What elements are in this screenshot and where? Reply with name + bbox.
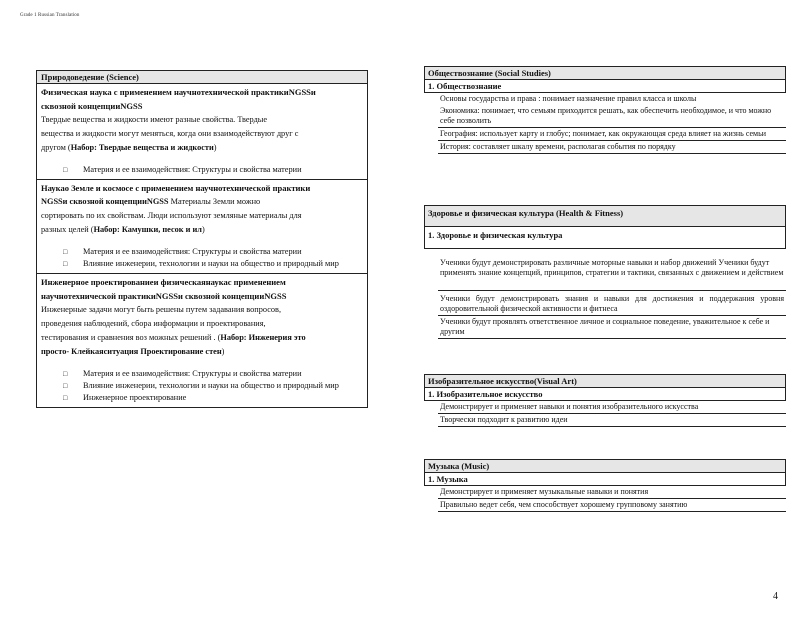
science-section-engineering — [37, 274, 367, 407]
list-item: □ Материя и ее взаимодействия: Структуры и свойства материи — [63, 369, 363, 379]
section-text: разных целей (Набор: Камушки, песок и ил) — [41, 225, 205, 234]
table-row: Правильно ведет себя, чем способствует хорошему групповому занятию — [438, 499, 786, 512]
visual-art-subtitle: 1. Изобразительное искусство — [424, 388, 786, 401]
list-item: □ Влияние инженерии, технологии и науки на общество и природный мир — [63, 381, 363, 391]
page-header: Grade 1 Russian Translation — [20, 13, 80, 18]
table-row: География: использует карту и глобус; понимает, как окружающая среда влияет на жизнь семьи — [438, 128, 786, 141]
kit-name: просто- Клейкаяситуация Проектирование стен — [41, 347, 222, 356]
section-text: тестирования и сравнения воз можных решений . (Набор: Инженерия это — [41, 333, 306, 342]
page-number: 4 — [773, 591, 778, 602]
kit-name: Набор: Камушки, песок и ил — [93, 225, 202, 234]
music-title: Музыка (Music) — [424, 459, 786, 473]
music-subtitle: 1. Музыка — [424, 473, 786, 486]
table-row: Ученики будут проявлять ответственное личное и социальное поведение, уважительное к себе и другим — [438, 316, 786, 339]
section-heading-line: NGSSи сквозной концепцииNGSS Материалы Земли можно — [41, 197, 261, 206]
science-section-earth — [37, 180, 367, 274]
table-row: Демонстрирует и применяет навыки и понятия изобразительного искусства — [438, 401, 786, 414]
health-subtitle: 1. Здоровье и физическая культура — [424, 227, 786, 249]
list-item: □ Влияние инженерии, технологии и науки на общество и природный мир — [63, 259, 363, 269]
social-studies-subtitle: 1. Обществознание — [424, 80, 786, 93]
section-text: Твердые вещества и жидкости имеют разные свойства. Твердые — [41, 115, 268, 124]
section-heading: сквозной концепцииNGSS — [41, 101, 143, 111]
health-title: Здоровье и физическая культура (Health & Fitness) — [424, 205, 786, 227]
table-row: Ученики будут демонстрировать различные моторные навыки и набор движений Ученики будут применять знание концепций, принципов, стратегии и тактики, связанных с движением и действием — [438, 257, 786, 291]
kit-name: Набор: Инженерия это — [220, 333, 306, 342]
table-row: Основы государства и права : понимает назначение правил класса и школы — [440, 94, 697, 103]
section-heading: Инженерное проектированиеи физическаянаукас применением — [41, 277, 286, 287]
section-text: Инженерные задачи могут быть решены путем задавания вопросов, — [41, 305, 282, 314]
visual-art-title: Изобразительное искусство(Visual Art) — [424, 374, 786, 388]
section-text: проведения наблюдений, сбора информации и проектирования, — [41, 319, 266, 328]
section-heading: научнотехнической практикиNGSSи сквозной концепцииNGSS — [41, 291, 287, 301]
section-heading: Наукао Земле и космосе с применением научнотехнической практики — [41, 183, 311, 193]
health-fitness-table — [424, 205, 786, 339]
table-row: Творчески подходит к развитию идеи — [438, 414, 786, 427]
science-table — [36, 70, 368, 408]
section-text: просто- Клейкаяситуация Проектирование стен) — [41, 347, 225, 356]
section-text: вещества и жидкости могут меняться, когда они взаимодействуют друг с — [41, 129, 299, 138]
table-row: История: составляет шкалу времени, располагая события по порядку — [438, 141, 786, 154]
list-item: □ Материя и ее взаимодействия: Структуры и свойства материи — [63, 165, 363, 175]
section-heading: Физическая наука с применением научнотехнической практикиNGSSи — [41, 87, 316, 97]
kit-name: Набор: Твердые вещества и жидкости — [70, 143, 214, 152]
table-row: Экономика: понимает, что семьям приходится решать, как обеспечить необходимое, и что можно себе позволить — [438, 105, 786, 128]
table-row: Демонстрирует и применяет музыкальные навыки и понятия — [438, 486, 786, 499]
music-table — [424, 459, 786, 512]
science-title: Природоведение (Science) — [37, 71, 367, 84]
list-item: □ Инженерное проектирование — [63, 393, 363, 403]
list-item: □ Материя и ее взаимодействия: Структуры и свойства материи — [63, 247, 363, 257]
section-text: сортировать по их свойствам. Люди используют земляные материалы для — [41, 211, 302, 220]
social-studies-title: Обществознание (Social Studies) — [424, 66, 786, 80]
section-text: другом (Набор: Твердые вещества и жидкости) — [41, 143, 217, 152]
table-row: Ученики будут демонстрировать знания и навыки для достижения и поддержания уровня оздоровительной физической активности и фитнеса — [438, 293, 786, 316]
social-studies-table — [424, 66, 786, 154]
science-section-physical — [37, 84, 367, 180]
visual-art-table — [424, 374, 786, 427]
